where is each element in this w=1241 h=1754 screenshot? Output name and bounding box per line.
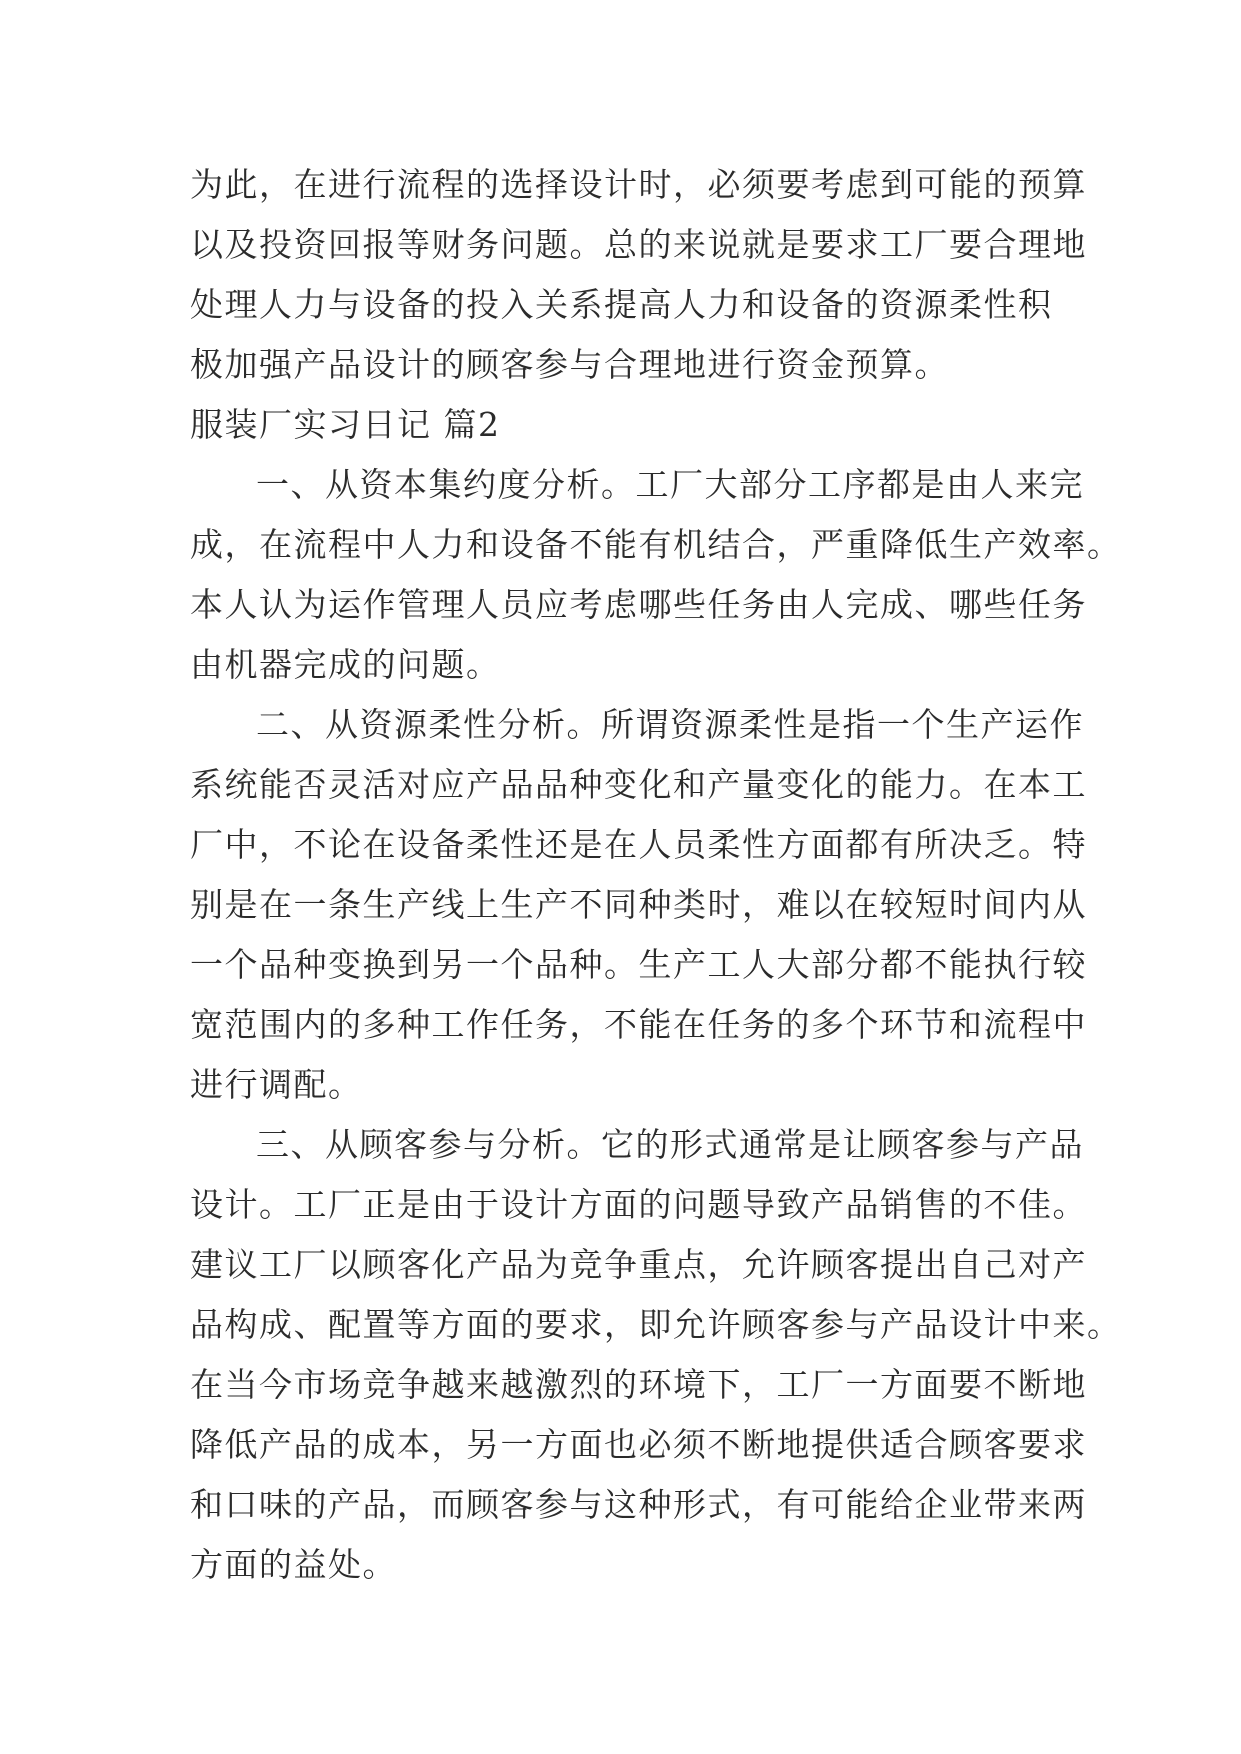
text-line: 系统能否灵活对应产品品种变化和产量变化的能力。在本工 xyxy=(190,765,1087,804)
text-line: 由机器完成的问题。 xyxy=(190,645,501,684)
text-line: 宽范围内的多种工作任务，不能在任务的多个环节和流程中 xyxy=(190,1005,1087,1044)
text-line: 三、从顾客参与分析。它的形式通常是让顾客参与产品 xyxy=(256,1125,1084,1164)
text-line: 品构成、配置等方面的要求，即允许顾客参与产品设计中来。 xyxy=(190,1305,1122,1344)
text-line: 设计。工厂正是由于设计方面的问题导致产品销售的不佳。 xyxy=(190,1185,1087,1224)
text-line: 处理人力与设备的投入关系提高人力和设备的资源柔性积 xyxy=(190,285,1053,324)
text-line: 和口味的产品，而顾客参与这种形式，有可能给企业带来两 xyxy=(190,1485,1087,1524)
text-line: 为此，在进行流程的选择设计时，必须要考虑到可能的预算 xyxy=(190,165,1087,204)
text-line: 建议工厂以顾客化产品为竞争重点，允许顾客提出自己对产 xyxy=(190,1245,1087,1284)
paragraph-capital-intensity xyxy=(190,455,1122,695)
text-line: 一、从资本集约度分析。工厂大部分工序都是由人来完 xyxy=(256,465,1084,504)
text-line: 别是在一条生产线上生产不同种类时，难以在较短时间内从 xyxy=(190,885,1087,924)
text-line: 进行调配。 xyxy=(190,1065,363,1104)
text-line: 本人认为运作管理人员应考虑哪些任务由人完成、哪些任务 xyxy=(190,585,1087,624)
section-title: 服装厂实习日记 篇2 xyxy=(190,405,501,444)
text-line: 厂中，不论在设备柔性还是在人员柔性方面都有所决乏。特 xyxy=(190,825,1087,864)
text-line: 一个品种变换到另一个品种。生产工人大部分都不能执行较 xyxy=(190,945,1087,984)
text-line: 成，在流程中人力和设备不能有机结合，严重降低生产效率。 xyxy=(190,525,1122,564)
intro-paragraph xyxy=(190,155,1087,395)
paragraph-customer-participation xyxy=(190,1115,1122,1595)
text-line: 二、从资源柔性分析。所谓资源柔性是指一个生产运作 xyxy=(256,705,1084,744)
text-line: 方面的益处。 xyxy=(190,1545,397,1584)
text-line: 在当今市场竞争越来越激烈的环境下，工厂一方面要不断地 xyxy=(190,1365,1087,1404)
paragraph-resource-flexibility xyxy=(190,695,1087,1115)
text-line: 极加强产品设计的顾客参与合理地进行资金预算。 xyxy=(190,345,949,384)
text-line: 以及投资回报等财务问题。总的来说就是要求工厂要合理地 xyxy=(190,225,1087,264)
document-body xyxy=(190,155,1122,1595)
text-line: 降低产品的成本，另一方面也必须不断地提供适合顾客要求 xyxy=(190,1425,1087,1464)
